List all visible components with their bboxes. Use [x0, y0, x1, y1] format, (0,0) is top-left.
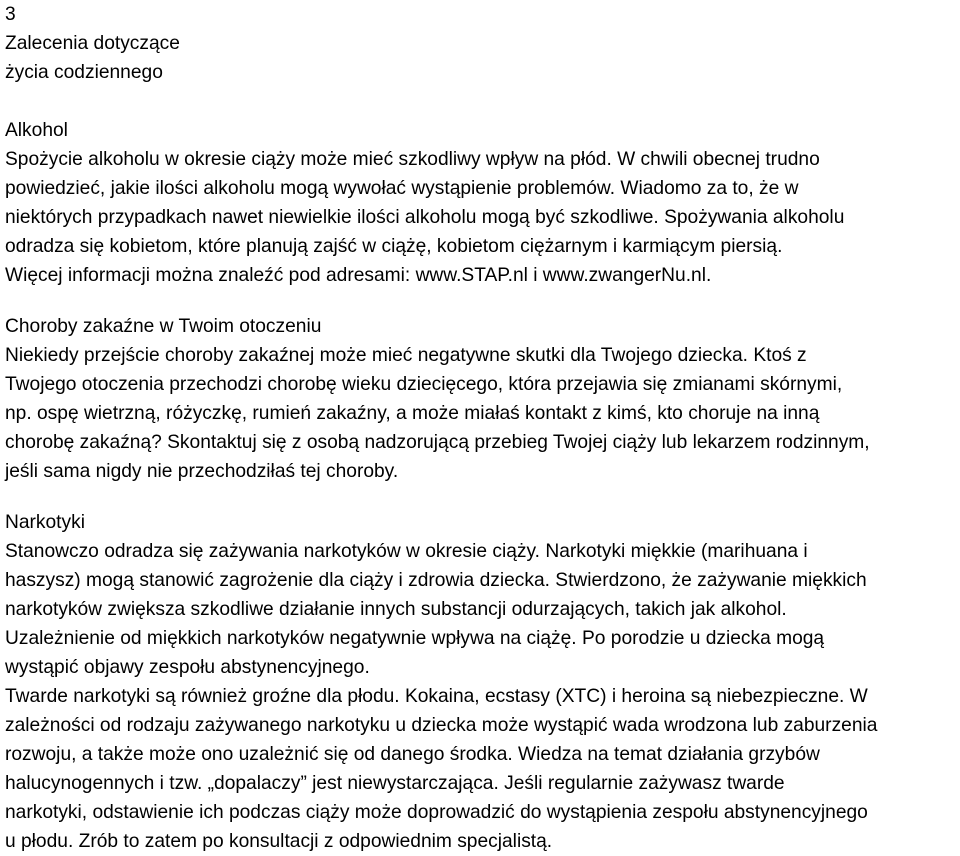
page-number: 3: [5, 4, 16, 25]
paragraph-line: u płodu. Zrób to zatem po konsultacji z odpowiednim specjalistą.: [5, 831, 553, 852]
section-heading: Alkohol: [5, 120, 68, 141]
spacer: [5, 486, 955, 508]
paragraph-line: odradza się kobietom, które planują zajść w ciążę, kobietom ciężarnym i karmiącym piersią.: [5, 236, 783, 257]
section-narkotyki: [5, 508, 955, 856]
section-heading: Choroby zakaźne w Twoim otoczeniu: [5, 316, 322, 337]
paragraph-line: wystąpić objawy zespołu abstynencyjnego.: [5, 657, 370, 678]
paragraph-line: Uzależnienie od miękkich narkotyków negatywnie wpływa na ciążę. Po porodzie u dziecka mogą: [5, 628, 825, 649]
paragraph-line: np. ospę wietrzną, różyczkę, rumień zakaźny, a może miałaś kontakt z kimś, kto choruje na inną: [5, 403, 820, 424]
paragraph-line: zależności od rodzaju zażywanego narkotyku u dziecka może wystąpić wada wrodzona lub zaburzenia: [5, 715, 878, 736]
paragraph-line: chorobę zakaźną? Skontaktuj się z osobą nadzorującą przebieg Twojej ciąży lub lekarzem rodzinnym,: [5, 432, 870, 453]
paragraph-line: narkotyków zwiększa szkodliwe działanie innych substancji odurzających, takich jak alkohol.: [5, 599, 787, 620]
paragraph-line: Niekiedy przejście choroby zakaźnej może mieć negatywne skutki dla Twojego dziecka. Ktoś z: [5, 345, 807, 366]
paragraph-line: powiedzieć, jakie ilości alkoholu mogą wywołać wystąpienie problemów. Wiadomo za to, że w: [5, 178, 799, 199]
paragraph-line: Twojego otoczenia przechodzi chorobę wieku dziecięcego, która przejawia się zmianami skórnymi,: [5, 374, 843, 395]
section-choroby-zakazne: [5, 312, 955, 486]
paragraph-line: Więcej informacji można znaleźć pod adresami: www.STAP.nl i www.zwangerNu.nl.: [5, 265, 712, 286]
paragraph-line: Twarde narkotyki są również groźne dla płodu. Kokaina, ecstasy (XTC) i heroina są niebezpieczne. W: [5, 686, 868, 707]
section-heading: Narkotyki: [5, 512, 85, 533]
page-title-line-2: życia codziennego: [5, 62, 163, 83]
paragraph-line: rozwoju, a także może ono uzależnić się od danego środka. Wiedza na temat działania grzybów: [5, 744, 820, 765]
spacer: [5, 87, 955, 116]
paragraph-line: haszysz) mogą stanowić zagrożenie dla ciąży i zdrowia dziecka. Stwierdzono, że zażywanie miękkich: [5, 570, 867, 591]
document-page: [5, 0, 955, 856]
section-alkohol: [5, 116, 955, 290]
paragraph-line: Stanowczo odradza się zażywania narkotyków w okresie ciąży. Narkotyki miękkie (marihuana i: [5, 541, 808, 562]
paragraph-line: narkotyki, odstawienie ich podczas ciąży może doprowadzić do wystąpienia zespołu abstynencyjnego: [5, 802, 868, 823]
paragraph-line: jeśli sama nigdy nie przechodziłaś tej choroby.: [5, 461, 399, 482]
spacer: [5, 290, 955, 312]
paragraph-line: niektórych przypadkach nawet niewielkie ilości alkoholu mogą być szkodliwe. Spożywania alkoholu: [5, 207, 845, 228]
paragraph-line: Spożycie alkoholu w okresie ciąży może mieć szkodliwy wpływ na płód. W chwili obecnej trudno: [5, 149, 820, 170]
page-title-line-1: Zalecenia dotyczące: [5, 33, 180, 54]
paragraph-line: halucynogennych i tzw. „dopalaczy” jest niewystarczająca. Jeśli regularnie zażywasz twarde: [5, 773, 785, 794]
